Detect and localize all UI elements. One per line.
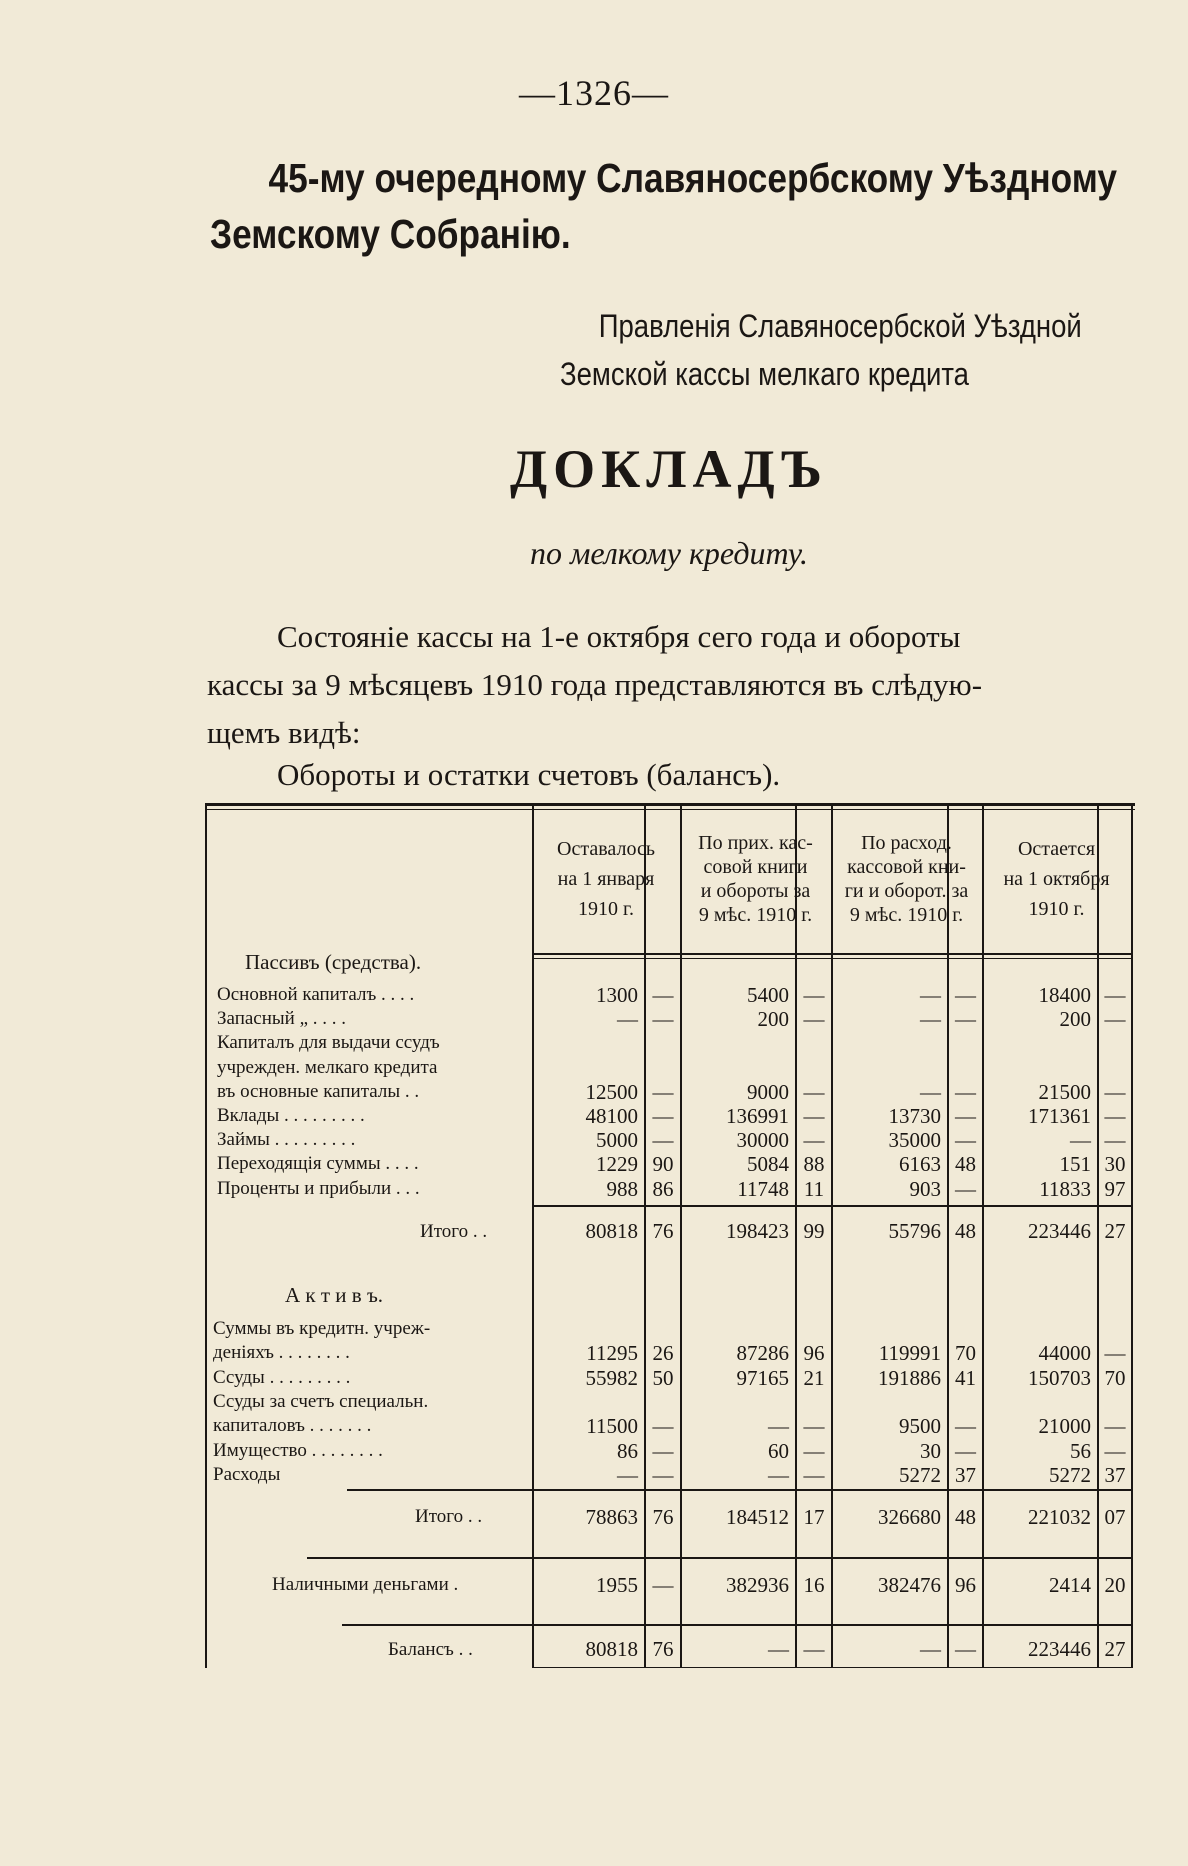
active-row-value: 5272 bbox=[899, 1462, 941, 1487]
passive-row-kopecks: — bbox=[1104, 1128, 1126, 1153]
passive-row-label: Проценты и прибыли . . . bbox=[217, 1177, 420, 1199]
passive-row-kopecks: — bbox=[955, 1104, 976, 1128]
active-row-kopecks: — bbox=[652, 1414, 674, 1439]
column-header-3-line: ги и оборот. за bbox=[844, 880, 969, 902]
passive-row-label: Займы . . . . . . . . . bbox=[217, 1129, 356, 1151]
cash-row-value: 2414 bbox=[1049, 1573, 1091, 1597]
column-header-1-line: 1910 г. bbox=[578, 898, 634, 920]
passive-row-value: 6163 bbox=[899, 1152, 941, 1177]
active-row-kopecks: — bbox=[1104, 1414, 1126, 1439]
passive-row-kopecks: 48 bbox=[955, 1152, 976, 1177]
passive-total-label: Итого . . bbox=[420, 1221, 488, 1242]
active-row-kopecks: — bbox=[652, 1438, 674, 1463]
cash-row-value: 382936 bbox=[726, 1573, 789, 1597]
active-row-value: 9500 bbox=[899, 1414, 941, 1439]
vrule-left bbox=[205, 806, 207, 1668]
passive-row-kopecks: — bbox=[803, 1007, 825, 1032]
active-row-value: 44000 bbox=[1038, 1341, 1091, 1366]
passive-row-value: 5400 bbox=[747, 983, 789, 1007]
passive-row-value: 171361 bbox=[1028, 1104, 1091, 1128]
active-row-kopecks: 21 bbox=[803, 1365, 825, 1390]
passive-row-kopecks: 88 bbox=[803, 1152, 825, 1177]
passive-row-label: Вклады . . . . . . . . . bbox=[217, 1105, 365, 1126]
passive-section-title: Пассивъ (средства). bbox=[245, 950, 422, 974]
passive-total-kopecks: 48 bbox=[955, 1219, 976, 1243]
active-row-value: 191886 bbox=[878, 1365, 941, 1390]
active-row-label: Расходы bbox=[213, 1463, 281, 1485]
passive-row-kopecks: — bbox=[1104, 983, 1126, 1007]
passive-total-value: 223446 bbox=[1028, 1219, 1091, 1243]
passive-row-value: 5000 bbox=[596, 1128, 638, 1153]
active-row-value: 86 bbox=[617, 1438, 638, 1463]
passive-row-value: 21500 bbox=[1038, 1079, 1091, 1104]
balance-row-kopecks: — bbox=[955, 1637, 976, 1661]
active-row-kopecks: — bbox=[652, 1462, 674, 1487]
active-row-value: — bbox=[768, 1462, 789, 1487]
passive-row-value: 200 bbox=[757, 1007, 789, 1032]
passive-row-value: 11833 bbox=[1039, 1176, 1091, 1201]
active-row-kopecks: — bbox=[1104, 1438, 1126, 1463]
passive-row-kopecks: — bbox=[803, 983, 825, 1007]
passive-row-kopecks: — bbox=[955, 983, 976, 1007]
passive-row-value: 200 bbox=[1059, 1007, 1091, 1032]
passive-total-value: 80818 bbox=[585, 1219, 638, 1243]
passive-row-value: 903 bbox=[909, 1176, 941, 1201]
active-row-value: 60 bbox=[768, 1438, 789, 1463]
passive-row-label: учрежден. мелкаго кредита bbox=[217, 1056, 438, 1078]
passive-row-kopecks: — bbox=[1104, 1079, 1126, 1104]
active-total-value: 326680 bbox=[878, 1505, 941, 1529]
intro-line-3: щемъ видѣ: bbox=[207, 715, 361, 750]
passive-row-value: 48100 bbox=[585, 1104, 638, 1128]
passive-row-label: Капиталъ для выдачи ссудъ bbox=[217, 1032, 440, 1054]
active-row-value: 119991 bbox=[878, 1341, 941, 1366]
active-row-value: 150703 bbox=[1028, 1365, 1091, 1390]
passive-row-kopecks: — bbox=[652, 1079, 674, 1104]
passive-row-kopecks: — bbox=[955, 1079, 976, 1104]
column-header-2-line: По прих. кас- bbox=[698, 832, 813, 854]
active-section-title: А к т и в ъ. bbox=[285, 1283, 384, 1307]
active-total-kopecks: 48 bbox=[955, 1505, 976, 1529]
active-total-value: 78863 bbox=[585, 1505, 638, 1529]
passive-row-value: 11748 bbox=[737, 1176, 789, 1201]
passive-row-value: 136991 bbox=[726, 1104, 789, 1128]
passive-row-value: — bbox=[920, 983, 941, 1007]
intro-line-2: кассы за 9 мѣсяцевъ 1910 года представляются въ слѣдую- bbox=[207, 667, 983, 702]
passive-row-value: 12500 bbox=[585, 1079, 638, 1104]
passive-row-kopecks: 30 bbox=[1104, 1152, 1126, 1177]
cash-row-kopecks: — bbox=[652, 1573, 674, 1597]
passive-total-kopecks: 76 bbox=[652, 1219, 674, 1243]
active-row-label: Ссуды . . . . . . . . . bbox=[213, 1366, 351, 1388]
passive-row-kopecks: — bbox=[652, 1104, 674, 1128]
active-total-kopecks: 17 bbox=[803, 1505, 825, 1529]
addressee-line-1: 45-му очередному Славяносербскому Уѣздному bbox=[268, 155, 1117, 201]
column-header-3-line: По расход. bbox=[861, 832, 952, 854]
table-top-rule-inner bbox=[205, 809, 1135, 810]
active-row-value: — bbox=[617, 1462, 638, 1487]
active-row-value: 11500 bbox=[586, 1414, 638, 1439]
passive-subtotal-rule bbox=[532, 1205, 1132, 1207]
passive-row-kopecks: — bbox=[1104, 1104, 1126, 1128]
passive-row-kopecks: — bbox=[803, 1104, 825, 1128]
active-subtotal-rule bbox=[347, 1489, 1132, 1491]
passive-row-value: 988 bbox=[606, 1176, 638, 1201]
active-total-value: 221032 bbox=[1028, 1505, 1091, 1529]
active-row-kopecks: — bbox=[803, 1414, 825, 1439]
passive-row-value: — bbox=[1070, 1128, 1091, 1153]
active-row-kopecks: — bbox=[955, 1438, 976, 1463]
cash-row-value: 382476 bbox=[878, 1573, 941, 1597]
balance-label: Балансъ . . bbox=[388, 1639, 473, 1660]
active-total-label: Итого . . bbox=[415, 1506, 483, 1527]
active-row-label: Ссуды за счетъ специальн. bbox=[213, 1390, 429, 1412]
passive-row-kopecks: — bbox=[652, 1007, 674, 1032]
active-row-value: 97165 bbox=[736, 1365, 789, 1390]
balance-row-kopecks: — bbox=[803, 1637, 825, 1661]
active-row-kopecks: 50 bbox=[652, 1365, 674, 1390]
active-row-kopecks: 96 bbox=[803, 1341, 825, 1366]
intro-paragraph bbox=[207, 613, 1137, 757]
passive-row-value: 30000 bbox=[736, 1128, 789, 1153]
passive-row-value: 18400 bbox=[1038, 983, 1091, 1007]
passive-row-value: 1229 bbox=[596, 1152, 638, 1177]
passive-row-label: Запасный „ . . . . bbox=[217, 1008, 347, 1030]
passive-total-value: 55796 bbox=[888, 1219, 941, 1243]
cash-label: Наличными деньгами . bbox=[272, 1574, 459, 1595]
balance-row-value: 80818 bbox=[585, 1637, 638, 1661]
cash-row-kopecks: 16 bbox=[803, 1573, 825, 1597]
column-header-3-line: кассовой кни- bbox=[847, 856, 966, 878]
table-caption: Обороты и остатки счетовъ (балансъ). bbox=[277, 757, 781, 792]
document-subtitle: по мелкому кредиту. bbox=[530, 535, 808, 571]
column-header-1-line: на 1 января bbox=[557, 868, 655, 890]
cash-row-kopecks: 20 bbox=[1104, 1573, 1126, 1597]
column-header-2-line: 9 мѣс. 1910 г. bbox=[698, 904, 813, 926]
balance-row-kopecks: 76 bbox=[652, 1637, 674, 1661]
column-header-2-line: совой книги bbox=[703, 856, 808, 878]
active-row-kopecks: 26 bbox=[652, 1341, 674, 1366]
cash-row-value: 1955 bbox=[596, 1573, 638, 1597]
active-row-value: 56 bbox=[1070, 1438, 1091, 1463]
passive-row-kopecks: — bbox=[1104, 1007, 1126, 1032]
passive-row-value: — bbox=[920, 1007, 941, 1032]
passive-row-value: 1300 bbox=[596, 983, 638, 1007]
active-row-value: — bbox=[768, 1414, 789, 1439]
active-total-kopecks: 76 bbox=[652, 1505, 674, 1529]
passive-row-kopecks: 86 bbox=[652, 1176, 674, 1201]
balance-row-value: — bbox=[920, 1637, 941, 1661]
sender-line-2: Земской кассы мелкаго кредита bbox=[560, 356, 969, 392]
active-row-kopecks: 37 bbox=[1104, 1462, 1126, 1487]
document-title: ДОКЛАДЪ bbox=[509, 439, 828, 499]
active-row-kopecks: — bbox=[803, 1462, 825, 1487]
addressee-heading bbox=[210, 150, 1139, 262]
active-row-kopecks: 41 bbox=[955, 1365, 976, 1390]
column-header-1-line: Оставалось bbox=[557, 838, 655, 860]
passive-row-value: 151 bbox=[1059, 1152, 1091, 1177]
active-row-kopecks: 37 bbox=[955, 1462, 976, 1487]
active-row-kopecks: 70 bbox=[955, 1341, 976, 1366]
table-top-rule bbox=[205, 803, 1135, 806]
passive-row-kopecks: — bbox=[955, 1007, 976, 1032]
passive-total-kopecks: 99 bbox=[803, 1219, 825, 1243]
passive-row-kopecks: — bbox=[955, 1128, 976, 1153]
active-row-kopecks: — bbox=[1104, 1341, 1126, 1366]
page-number: —1326— bbox=[519, 73, 669, 113]
column-header-4-line: 1910 г. bbox=[1028, 898, 1085, 920]
passive-total-kopecks: 27 bbox=[1104, 1219, 1126, 1243]
passive-row-kopecks: — bbox=[652, 1128, 674, 1153]
active-row-label: капиталовъ . . . . . . . bbox=[213, 1415, 372, 1437]
passive-row-kopecks: — bbox=[803, 1079, 825, 1104]
passive-row-kopecks: 90 bbox=[652, 1152, 674, 1177]
active-total-kopecks: 07 bbox=[1104, 1505, 1126, 1529]
passive-row-kopecks: — bbox=[652, 983, 674, 1007]
balance-row-value: 223446 bbox=[1028, 1637, 1091, 1661]
passive-row-label: въ основные капиталы . . bbox=[217, 1080, 420, 1102]
passive-row-label: Переходящія суммы . . . . bbox=[217, 1153, 419, 1175]
passive-row-label: Основной капиталъ . . . . bbox=[217, 984, 415, 1005]
active-row-kopecks: — bbox=[955, 1414, 976, 1439]
passive-row-value: 35000 bbox=[888, 1128, 941, 1153]
passive-row-value: — bbox=[920, 1079, 941, 1104]
passive-row-kopecks: 97 bbox=[1104, 1176, 1126, 1201]
intro-line-1: Состояніе кассы на 1-е октября сего года и обороты bbox=[277, 619, 961, 654]
active-row-label: деніяхъ . . . . . . . . bbox=[213, 1342, 350, 1364]
passive-total-value: 198423 bbox=[726, 1219, 789, 1243]
active-total-value: 184512 bbox=[726, 1505, 789, 1529]
cash-rule bbox=[307, 1557, 1132, 1559]
addressee-line-2: Земскому Собранію. bbox=[210, 211, 571, 257]
passive-row-value: 5084 bbox=[747, 1152, 789, 1177]
cash-row-kopecks: 96 bbox=[955, 1573, 976, 1597]
passive-row-kopecks: — bbox=[955, 1176, 976, 1201]
column-header-4-line: Остается bbox=[1017, 838, 1096, 860]
active-row-kopecks: 70 bbox=[1104, 1365, 1126, 1390]
balance-row-value: — bbox=[768, 1637, 789, 1661]
active-row-value: 11295 bbox=[586, 1341, 638, 1366]
column-header-3-line: 9 мѣс. 1910 г. bbox=[849, 904, 964, 926]
sender-line-1: Правленія Славяносербской Уѣздной bbox=[598, 308, 1082, 344]
balance-row-kopecks: 27 bbox=[1104, 1637, 1126, 1661]
passive-row-value: 13730 bbox=[888, 1104, 941, 1128]
active-row-value: 55982 bbox=[585, 1365, 638, 1390]
column-header-2-line: и обороты за bbox=[700, 880, 811, 902]
active-row-label: Имущество . . . . . . . . bbox=[213, 1439, 383, 1461]
passive-row-kopecks: — bbox=[803, 1128, 825, 1153]
passive-row-value: — bbox=[617, 1007, 638, 1032]
active-row-value: 30 bbox=[920, 1438, 941, 1463]
active-row-kopecks: — bbox=[803, 1438, 825, 1463]
active-row-value: 21000 bbox=[1038, 1414, 1091, 1439]
sender-heading bbox=[560, 302, 1179, 398]
active-row-label: Суммы въ кредитн. учреж- bbox=[213, 1318, 431, 1339]
balance-rule bbox=[342, 1624, 1132, 1626]
passive-row-kopecks: 11 bbox=[803, 1176, 825, 1201]
column-header-4-line: на 1 октября bbox=[1003, 868, 1110, 890]
active-row-value: 87286 bbox=[736, 1341, 789, 1366]
passive-row-value: 9000 bbox=[747, 1079, 789, 1104]
active-row-value: 5272 bbox=[1049, 1462, 1091, 1487]
